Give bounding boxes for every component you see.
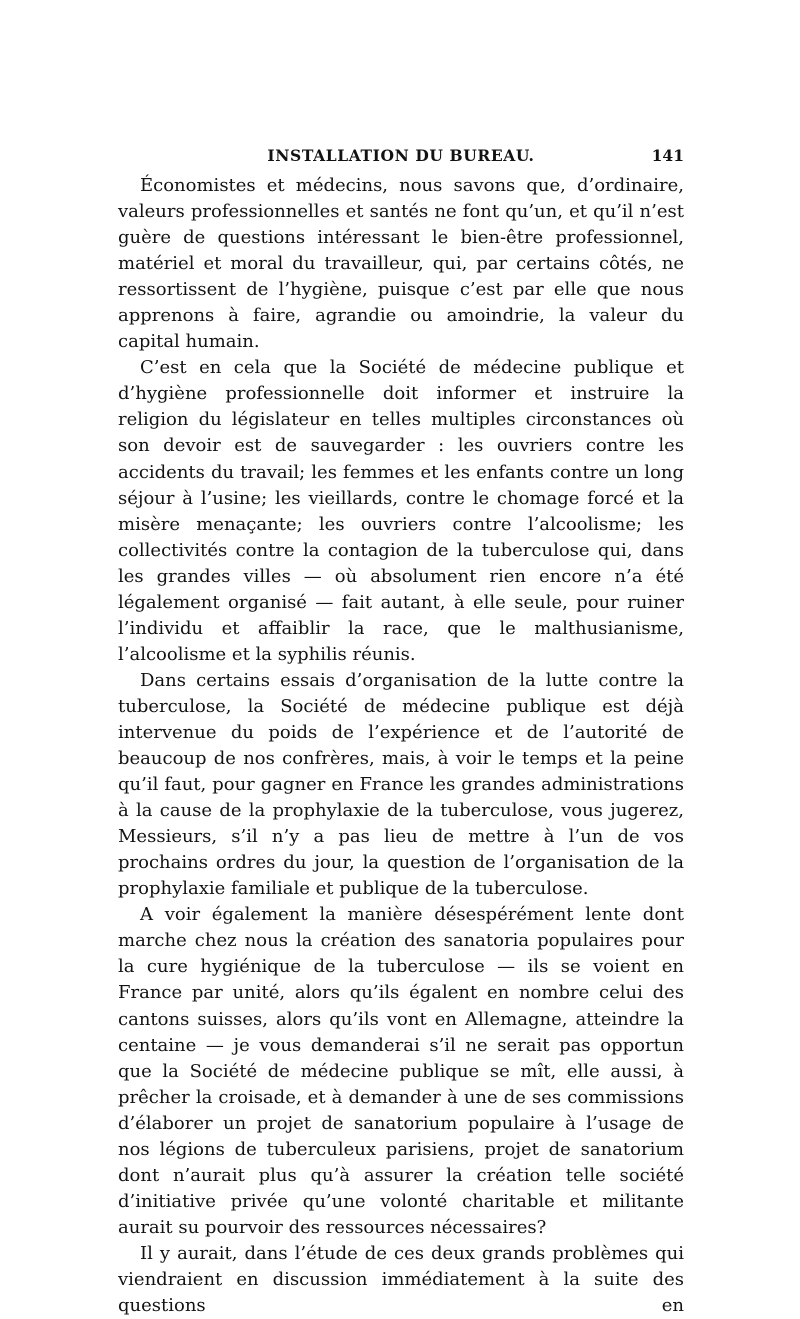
page-number: 141 bbox=[651, 146, 684, 165]
body-text bbox=[118, 173, 684, 1319]
paragraph: A voir également la manière désespérément lente dont marche chez nous la création des sanatoria populaires pour la cure hygiénique de la tuberculose — ils se voient en France par unité, alors qu’ils égalent en nombre celui des cantons suisses, alors qu’ils vont en Allemagne, atteindre la centaine — je vous demanderai s’il ne serait pas opportun que la Société de médecine publique se mît, elle aussi, à prêcher la croisade, et à demander à une de ses commissions d’élaborer un projet de sanatorium populaire à l’usage de nos légions de tuberculeux parisiens, projet de sanatorium dont n’aurait plus qu’à assurer la création telle société d’initiative privée qu’une volonté charitable et militante aurait su pourvoir des ressources nécessaires? bbox=[118, 904, 684, 1238]
page-header bbox=[118, 146, 684, 170]
paragraph: Économistes et médecins, nous savons que, d’ordinaire, valeurs professionnelles et santés ne font qu’un, et qu’il n’est guère de questions intéressant le bien-être professionnel, matériel et moral du travailleur, qui, par certains côtés, ne ressortissent de l’hygiène, puisque c’est par elle que nous apprenons à faire, agrandie ou amoindrie, la valeur du capital humain. bbox=[118, 175, 684, 353]
paragraph: Dans certains essais d’organisation de la lutte contre la tuberculose, la Société de médecine publique est déjà intervenue du poids de l’expérience et de l’autorité de beaucoup de nos confrères, mais, à voir le temps et la peine qu’il faut, pour gagner en France les grandes administrations à la cause de la prophylaxie de la tuberculose, vous jugerez, Messieurs, s’il n’y a pas lieu de mettre à l’un de vos prochains ordres du jour, la question de l’organisation de la prophylaxie familiale et publique de la tuberculose. bbox=[118, 669, 684, 900]
paragraph: Il y aurait, dans l’étude de ces deux grands problèmes qui viendraient en discussion immédiatement à la suite des questions en bbox=[118, 1242, 684, 1317]
paragraph: C’est en cela que la Société de médecine publique et d’hygiène professionnelle doit informer et instruire la religion du législateur en telles multiples circonstances où son devoir est de sauvegarder : les ouvriers contre les accidents du travail; les femmes et les enfants contre un long séjour à l’usine; les vieillards, contre le chomage forcé et la misère menaçante; les ouvriers contre l’alcoolisme; les collectivités contre la contagion de la tuberculose qui, dans les grandes villes — où absolument rien encore n’a été légalement organisé — fait autant, à elle seule, pour ruiner l’individu et affaiblir la race, que le malthusianisme, l’alcoolisme et la syphilis réunis. bbox=[118, 357, 684, 665]
running-title: INSTALLATION DU BUREAU. bbox=[267, 146, 535, 165]
